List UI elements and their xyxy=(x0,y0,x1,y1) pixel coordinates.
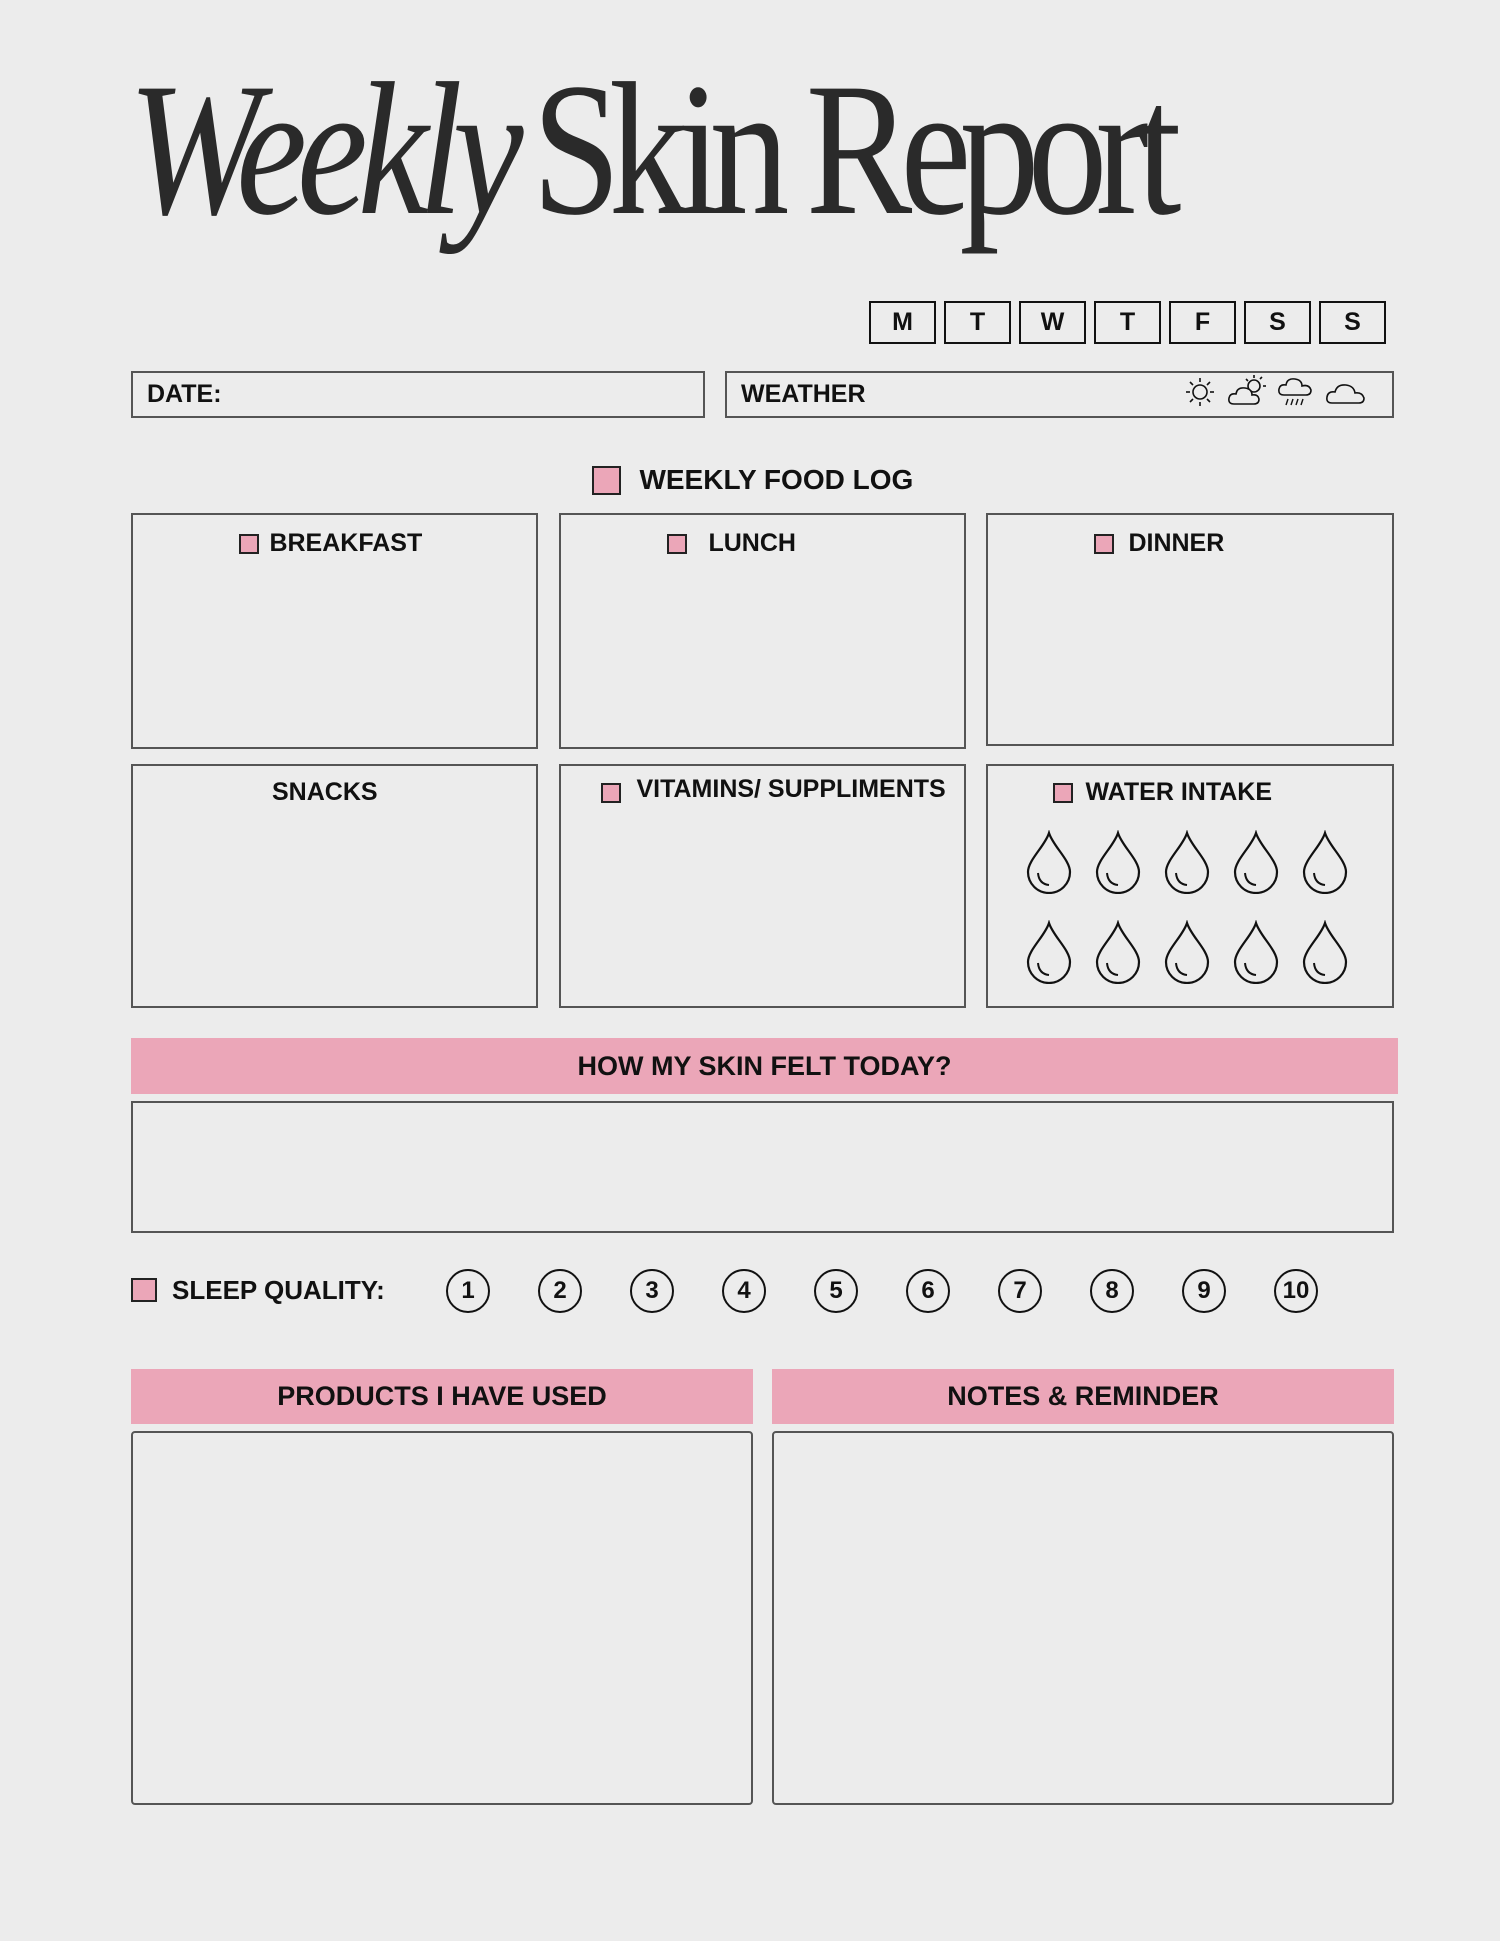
breakfast-header xyxy=(239,529,422,558)
water-intake-label: WATER INTAKE xyxy=(1085,778,1273,806)
notes-header: NOTES & REMINDER xyxy=(772,1369,1394,1424)
sleep-rating-5[interactable]: 5 xyxy=(814,1269,858,1313)
day-box-saturday[interactable]: S xyxy=(1244,301,1311,344)
sleep-quality-checkbox[interactable] xyxy=(131,1278,157,1302)
lunch-label: LUNCH xyxy=(708,529,796,557)
dinner-box[interactable] xyxy=(986,513,1394,746)
partly-cloudy-icon[interactable] xyxy=(1226,373,1270,409)
water-drop-icon[interactable] xyxy=(1163,830,1211,894)
water-drop-icon[interactable] xyxy=(1163,920,1211,984)
products-box[interactable] xyxy=(131,1431,753,1805)
day-selector xyxy=(869,301,1386,344)
lunch-header xyxy=(667,529,796,558)
sleep-rating-6[interactable]: 6 xyxy=(906,1269,950,1313)
sleep-quality-label: SLEEP QUALITY: xyxy=(172,1275,385,1305)
sleep-rating-1[interactable]: 1 xyxy=(446,1269,490,1313)
water-drop-icon[interactable] xyxy=(1301,920,1349,984)
dinner-header xyxy=(1094,529,1224,558)
lunch-box[interactable] xyxy=(559,513,966,749)
sleep-rating-8[interactable]: 8 xyxy=(1090,1269,1134,1313)
weather-icons xyxy=(1180,373,1368,409)
lunch-checkbox[interactable] xyxy=(667,534,687,554)
snacks-label: SNACKS xyxy=(272,778,378,806)
sleep-rating-10[interactable]: 10 xyxy=(1274,1269,1318,1313)
notes-box[interactable] xyxy=(772,1431,1394,1805)
water-drop-icon[interactable] xyxy=(1025,830,1073,894)
weather-label: WEATHER xyxy=(741,380,866,408)
water-drop-icon[interactable] xyxy=(1094,830,1142,894)
day-box-tuesday[interactable]: T xyxy=(944,301,1011,344)
title-word-weekly: Weekly xyxy=(128,45,514,255)
sleep-rating-9[interactable]: 9 xyxy=(1182,1269,1226,1313)
vitamins-checkbox[interactable] xyxy=(601,783,621,803)
vitamins-header xyxy=(601,775,946,804)
vitamins-label: VITAMINS/ SUPPLIMENTS xyxy=(636,775,946,803)
page-title xyxy=(128,45,1170,255)
skin-felt-box[interactable] xyxy=(131,1101,1394,1233)
day-box-sunday[interactable]: S xyxy=(1319,301,1386,344)
date-field[interactable] xyxy=(131,371,705,418)
food-log-heading xyxy=(592,464,913,496)
dinner-checkbox[interactable] xyxy=(1094,534,1114,554)
water-drop-icon[interactable] xyxy=(1232,830,1280,894)
sleep-rating-2[interactable]: 2 xyxy=(538,1269,582,1313)
day-box-wednesday[interactable]: W xyxy=(1019,301,1086,344)
water-drops xyxy=(1025,830,1349,984)
day-box-monday[interactable]: M xyxy=(869,301,936,344)
date-label: DATE: xyxy=(147,380,222,408)
products-header: PRODUCTS I HAVE USED xyxy=(131,1369,753,1424)
water-drop-icon[interactable] xyxy=(1025,920,1073,984)
sleep-rating-4[interactable]: 4 xyxy=(722,1269,766,1313)
water-drop-icon[interactable] xyxy=(1301,830,1349,894)
breakfast-checkbox[interactable] xyxy=(239,534,259,554)
breakfast-label: BREAKFAST xyxy=(269,529,423,557)
sun-icon[interactable] xyxy=(1180,373,1220,409)
water-intake-header xyxy=(1053,778,1272,807)
sleep-rating-3[interactable]: 3 xyxy=(630,1269,674,1313)
title-word-skin-report: Skin Report xyxy=(532,45,1170,255)
day-box-friday[interactable]: F xyxy=(1169,301,1236,344)
rain-icon[interactable] xyxy=(1276,373,1318,409)
skin-felt-header: HOW MY SKIN FELT TODAY? xyxy=(131,1038,1398,1094)
food-log-checkbox[interactable] xyxy=(592,466,621,495)
sleep-rating-7[interactable]: 7 xyxy=(998,1269,1042,1313)
vitamins-box[interactable] xyxy=(559,764,966,1008)
dinner-label: DINNER xyxy=(1128,529,1225,557)
water-drop-icon[interactable] xyxy=(1094,920,1142,984)
water-drop-icon[interactable] xyxy=(1232,920,1280,984)
snacks-box[interactable] xyxy=(131,764,538,1008)
day-box-thursday[interactable]: T xyxy=(1094,301,1161,344)
water-intake-checkbox[interactable] xyxy=(1053,783,1073,803)
breakfast-box[interactable] xyxy=(131,513,538,749)
food-log-title: WEEKLY FOOD LOG xyxy=(639,464,914,495)
cloud-icon[interactable] xyxy=(1324,373,1368,409)
